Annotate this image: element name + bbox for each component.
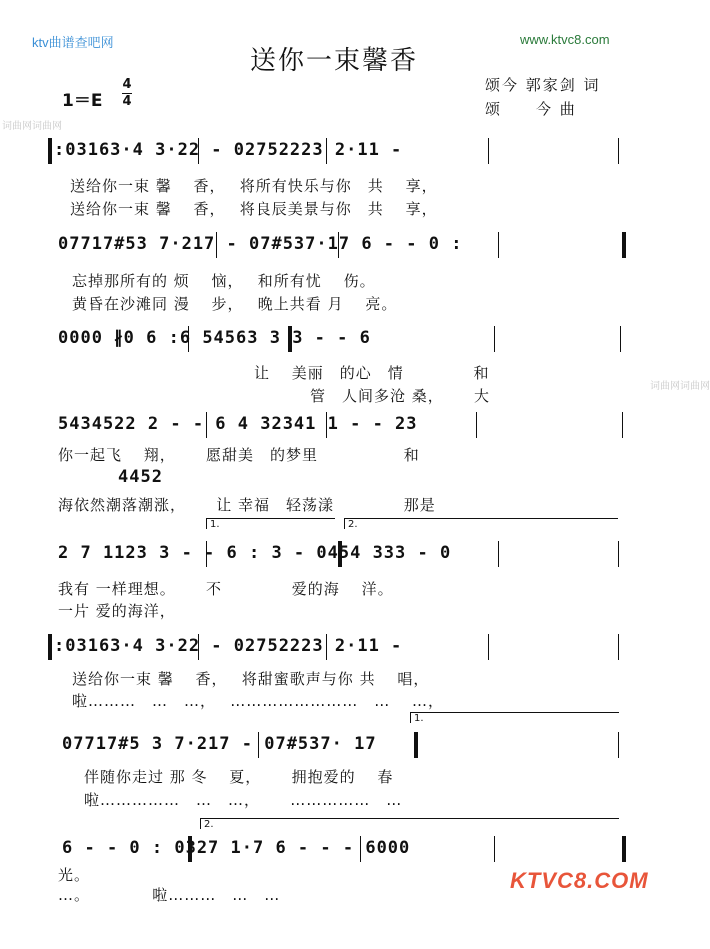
volta-second: 2. xyxy=(200,818,619,829)
lyric-line: 伴随你走过 那 冬 夏， 拥抱爱的 春 xyxy=(84,768,394,786)
score-row xyxy=(48,838,628,862)
lyric-line: 送给你一束 馨 香， 将甜蜜歌声与你 共 唱， xyxy=(72,670,430,688)
notation-line: 0000 ∦0 6 :6 54563 3 3 - - 6 xyxy=(58,328,371,348)
side-watermark-left: 词曲网词曲网 xyxy=(2,121,62,132)
lyric-line: 光。 xyxy=(58,866,91,884)
notation-line: 5434522 2 - - 6 4 32341 1 - - 23 xyxy=(58,414,418,434)
composer-credit: 颂 今 曲 xyxy=(485,100,577,118)
notation-line: 07717#53 7·217 - 07#537·17 6 - - 0 : xyxy=(58,234,463,254)
notation-line: :03163·4 3·22 - 02752223 2·11 - xyxy=(54,140,403,160)
lyric-line: 送给你一束 馨 香， 将所有快乐与你 共 享， xyxy=(70,177,438,195)
time-denominator: 4 xyxy=(122,94,132,109)
lyric-line: 让 美丽 的心 情 和 xyxy=(254,364,490,382)
score-row xyxy=(48,414,628,438)
key-signature: 1＝E xyxy=(62,91,103,111)
watermark-left: ktv曲谱查吧网 xyxy=(32,35,114,50)
score-row xyxy=(48,636,628,660)
time-numerator: 4 xyxy=(122,77,132,92)
lyric-line: 你一起飞 翔， 愿甜美 的梦里 和 xyxy=(58,446,420,464)
notation-line: 07717#5 3 7·217 - 07#537· 17 xyxy=(62,734,377,754)
notation-fragment: 4452 xyxy=(118,467,163,487)
volta-second: 2. xyxy=(344,518,618,529)
score-row xyxy=(48,734,628,758)
site-logo: KTVC8.COM xyxy=(510,868,649,893)
score-row xyxy=(48,234,628,258)
volta-first: 1. xyxy=(410,712,619,723)
repeat-start xyxy=(48,138,52,164)
time-signature xyxy=(122,78,132,109)
lyric-line: 忘掉那所有的 烦 恼， 和所有忧 伤。 xyxy=(72,272,376,290)
lyric-line: 一片 爱的海洋， xyxy=(58,602,176,620)
notation-line: :03163·4 3·22 - 02752223 2·11 - xyxy=(54,636,403,656)
score-row xyxy=(48,543,628,567)
lyricist-credit: 颂今 郭家剑 词 xyxy=(485,76,601,94)
lyric-line: …。 啦……… … … xyxy=(58,886,281,904)
lyric-line: 我有 一样理想。 不 爱的海 洋。 xyxy=(58,580,394,598)
side-watermark-right: 词曲网词曲网 xyxy=(650,381,710,392)
score-row xyxy=(48,140,628,164)
song-title: 送你一束馨香 xyxy=(249,46,418,76)
lyric-line: 管 人间多沧 桑， 大 xyxy=(310,387,491,405)
lyric-line: 啦……… … …， …………………… … …， xyxy=(72,692,445,710)
watermark-right: www.ktvc8.com xyxy=(520,32,610,47)
lyric-line: 啦…………… … …， …………… … xyxy=(84,791,403,809)
notation-line: 6 - - 0 : 0327 1·7 6 - - - 6000 xyxy=(62,838,411,858)
lyric-line: 黄昏在沙滩同 漫 步， 晚上共看 月 亮。 xyxy=(72,295,398,313)
notation-line: 2 7 1123 3 - - 6 : 3 - 0454 333 - 0 xyxy=(58,543,452,563)
repeat-start xyxy=(48,634,52,660)
volta-first: 1. xyxy=(206,518,335,529)
score-row xyxy=(48,328,628,352)
lyric-line: 海依然潮落潮涨， 让 幸福 轻荡漾 那是 xyxy=(58,496,436,514)
lyric-line: 送给你一束 馨 香， 将良辰美景与你 共 享， xyxy=(70,200,438,218)
